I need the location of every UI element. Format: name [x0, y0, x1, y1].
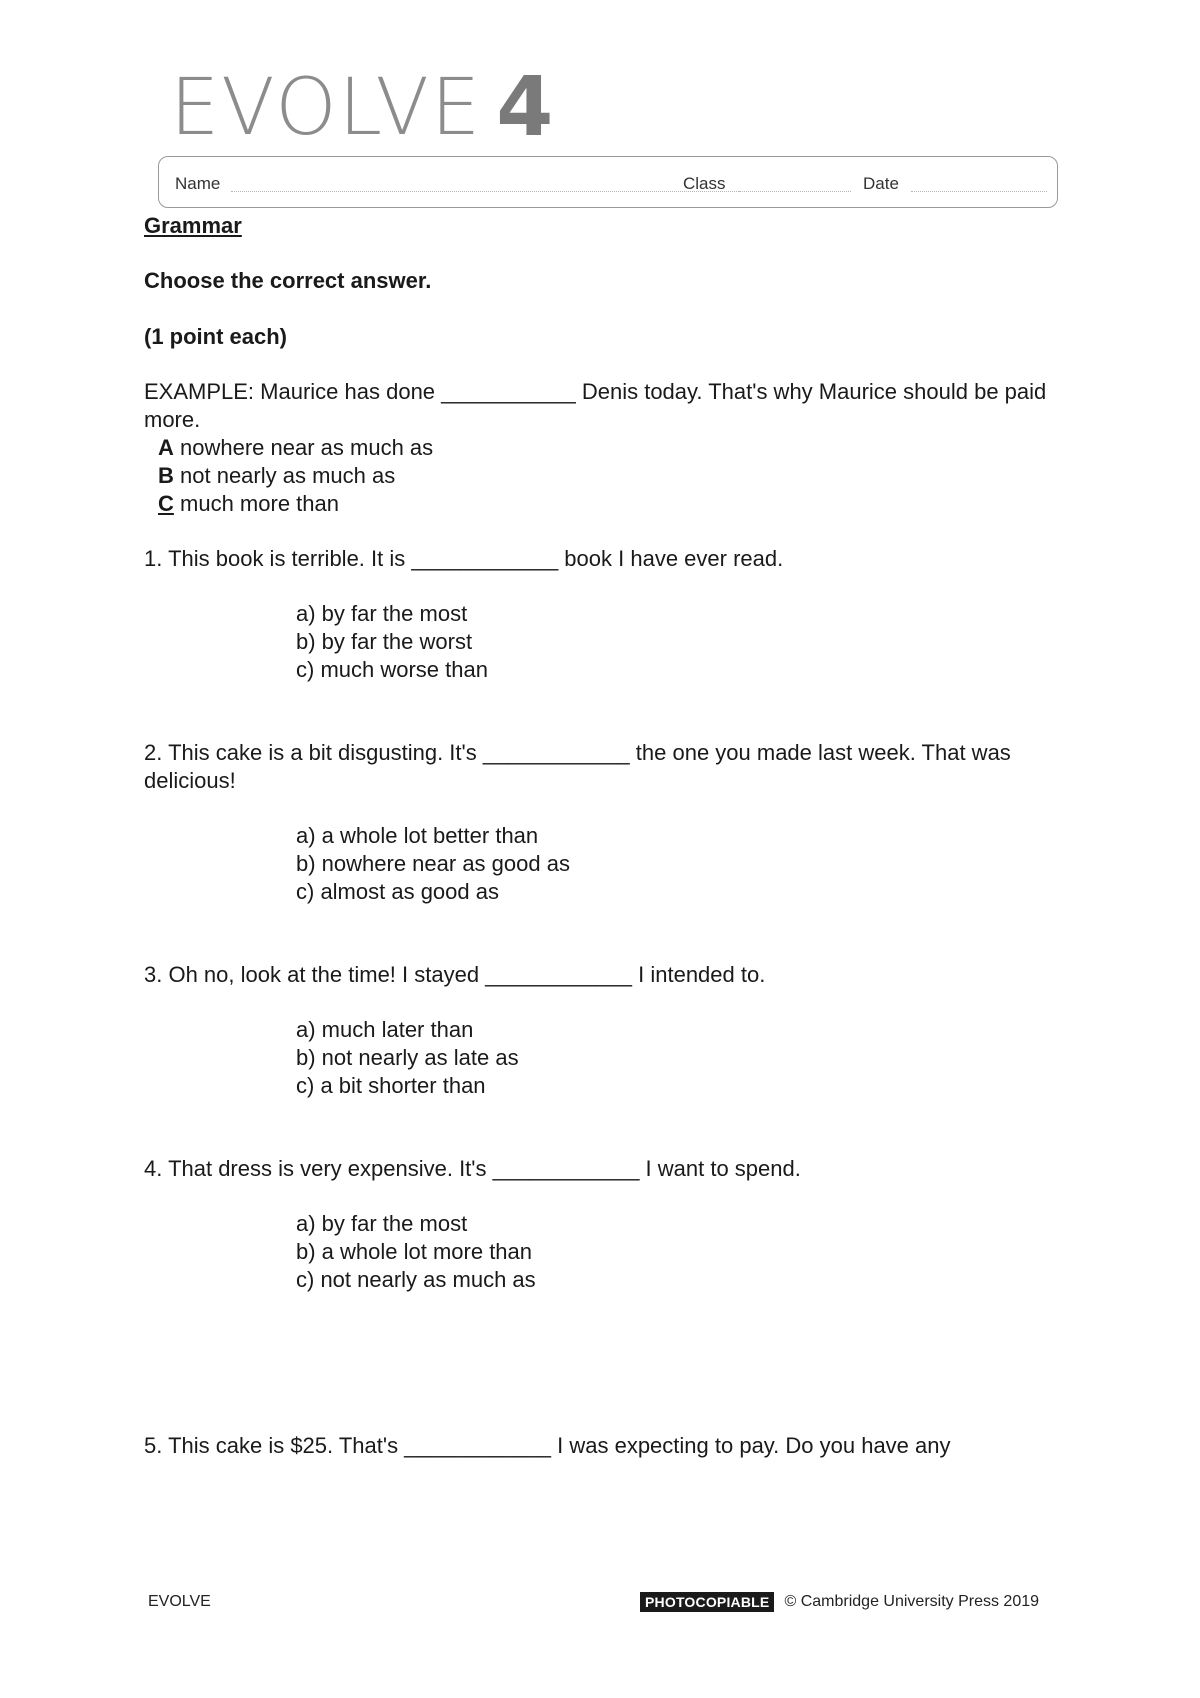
question-4: 4. That dress is very expensive. It's ____________ I want to spend. — [144, 1156, 801, 1181]
footer-brand: EVOLVE — [148, 1593, 211, 1610]
worksheet-content — [144, 212, 1064, 1460]
date-line[interactable] — [911, 191, 1047, 192]
section-title: Grammar — [144, 213, 242, 238]
question-1: 1. This book is terrible. It is ____________ book I have ever read. — [144, 546, 784, 571]
example-question: EXAMPLE: Maurice has done ___________ Denis today. That's why Maurice should be paid more. — [144, 379, 1047, 432]
question-3-option-c[interactable]: c) a bit shorter than — [296, 1073, 486, 1098]
question-2-option-c[interactable]: c) almost as good as — [296, 879, 499, 904]
question-1-option-a[interactable]: a) by far the most — [296, 601, 468, 626]
copyright-text: © Cambridge University Press 2019 — [784, 1593, 1040, 1610]
question-3-option-a[interactable]: a) much later than — [296, 1017, 474, 1042]
question-1-options — [144, 600, 1064, 684]
question-3: 3. Oh no, look at the time! I stayed ____________ I intended to. — [144, 962, 766, 987]
name-label: Name — [175, 174, 221, 193]
question-4-options — [144, 1210, 1064, 1294]
question-2: 2. This cake is a bit disgusting. It's ____________ the one you made last week. That was delicious! — [144, 740, 1011, 793]
question-3-options — [144, 1016, 1064, 1100]
example-option-c: C much more than — [158, 491, 339, 516]
date-label: Date — [863, 174, 899, 193]
question-5: 5. This cake is $25. That's ____________ I was expecting to pay. Do you have any — [144, 1433, 951, 1458]
question-1-option-b[interactable]: b) by far the worst — [296, 629, 473, 654]
question-4-option-c[interactable]: c) not nearly as much as — [296, 1267, 536, 1292]
instruction: Choose the correct answer. — [144, 268, 432, 293]
name-line[interactable] — [231, 191, 821, 192]
footer-copyright-area — [640, 1592, 1039, 1612]
question-1-option-c[interactable]: c) much worse than — [296, 657, 488, 682]
question-4-option-a[interactable]: a) by far the most — [296, 1211, 468, 1236]
example-option-b: B not nearly as much as — [158, 463, 396, 488]
class-line[interactable] — [739, 191, 851, 192]
example-option-a: A nowhere near as much as — [158, 435, 434, 460]
question-2-options — [144, 822, 1064, 906]
question-2-option-a[interactable]: a) a whole lot better than — [296, 823, 539, 848]
question-2-option-b[interactable]: b) nowhere near as good as — [296, 851, 570, 876]
class-label: Class — [683, 174, 726, 193]
points-note: (1 point each) — [144, 324, 288, 349]
question-3-option-b[interactable]: b) not nearly as late as — [296, 1045, 519, 1070]
question-4-option-b[interactable]: b) a whole lot more than — [296, 1239, 533, 1264]
logo-number: 4 — [496, 60, 554, 155]
photocopiable-badge: PHOTOCOPIABLE — [640, 1592, 774, 1612]
name-class-date-box — [158, 156, 1058, 208]
evolve-logo — [170, 60, 554, 155]
logo-word: EVOLVE — [170, 63, 483, 153]
